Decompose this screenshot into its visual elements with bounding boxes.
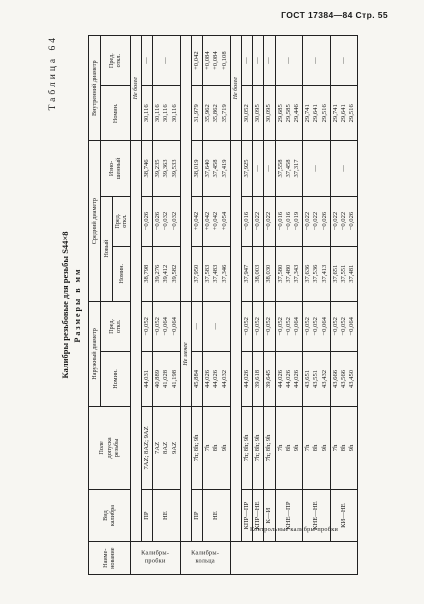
note-ne-menee: Не менее xyxy=(180,301,191,406)
table-row: КИ—НЕ 7h 8h 9h 43,666 43,566 43,450 −0,052 −0,052 −0,064 37,651 37,551 37,481 −0,022 −0,022 −0,026 — 29,741 29,641 29,516 — xyxy=(330,36,358,575)
dimensions-table xyxy=(88,35,358,575)
table-row: НЕ 7AZ 8AZ 9AZ 40,889 41,028 41,198 −0,052 −0,064 −0,064 39,276 39,412 39,582 −0,026 −0,032 −0,032 39,235 39,363 39,533 30,116 30,116 30,116 — xyxy=(153,36,181,575)
header-inner-nom: Номин. xyxy=(101,86,131,141)
header-inner: Внутренний диаметр xyxy=(89,36,101,141)
header-outer: Наружный диаметр xyxy=(89,301,101,406)
table-row: КНЕ—НЕ 7h 8h 9h 43,651 43,551 43,432 −0,052 −0,052 −0,064 37,636 37,536 37,413 −0,022 −0,022 −0,026 — 29,741 29,641 29,516 — xyxy=(303,36,331,575)
note-ne-bolee-2: Не более xyxy=(230,36,241,141)
table-subtitle: Размеры в мм xyxy=(73,267,82,343)
table-row: К—И 7h; 8h; 9h 39,645 −0,052 38,030 −0,022 — 30,095 — xyxy=(264,36,275,575)
header-field: Поле допуска резьбы xyxy=(89,407,131,490)
header-worn: Изно- шенный xyxy=(101,141,131,196)
table-row: НЕ 7h 8h 9h 44,026 44,026 44,032 — 37,583 37,483 37,346 +0,042 +0,042 +0,054 37,640 37,458 37,419 35,962 35,862 35,719 +0,084 +0,084 +0,108 xyxy=(203,36,231,575)
header-mid: Средний диаметр xyxy=(89,141,101,301)
note-ne-bolee-1: Не более xyxy=(130,36,141,141)
group-plugs: Калибры- пробки xyxy=(130,542,180,575)
header-type: Вид калибра xyxy=(89,489,131,542)
header-name: Наиме- нование xyxy=(89,542,131,575)
header-mid-nom: Номин. xyxy=(113,246,131,301)
header-new: Новый xyxy=(101,196,113,301)
table-row: ПР 7AZ; 8AZ; 9AZ 44,031 −0,052 38,798 −0,026 38,746 30,116 — xyxy=(142,36,153,575)
header-outer-nom: Номин. xyxy=(101,351,131,406)
header-inner-tol: Пред. откл. xyxy=(101,36,131,86)
table-row: КНЕ—ПР 7h 8h 9h 44,026 44,026 44,026 −0,052 −0,052 −0,064 37,580 37,480 37,343 −0,016 −0,016 −0,019 37,558 37,458 37,317 29,685 29,585 29,446 — xyxy=(275,36,303,575)
table-row: КПР—НЕ 7h; 8h; 9h 39,618 −0,052 38,003 −0,022 — 30,095 — xyxy=(253,36,264,575)
group-rings: Калибры- кольца xyxy=(180,542,230,575)
header-outer-tol: Пред. откл. xyxy=(101,301,131,351)
table-row: КПР—ПР 7h; 8h; 9h 44,026 −0,052 37,947 −0,016 37,925 30,052 — xyxy=(242,36,253,575)
table-row: ПР 7h; 8h; 9h 45,884 — 37,950 +0,042 38,019 31,979 +0,042 xyxy=(192,36,203,575)
rotated-table-block xyxy=(48,35,388,575)
header-mid-tol: Пред. откл. xyxy=(113,196,131,246)
table-title: Калибры резьбовые для резьбы S44×8 xyxy=(60,231,70,379)
group-control-plugs: Контрольные калибры-пробки xyxy=(230,542,358,575)
page-header: ГОСТ 17384—84 Стр. 55 xyxy=(281,10,388,20)
table-number: Таблица 64 xyxy=(48,35,58,111)
